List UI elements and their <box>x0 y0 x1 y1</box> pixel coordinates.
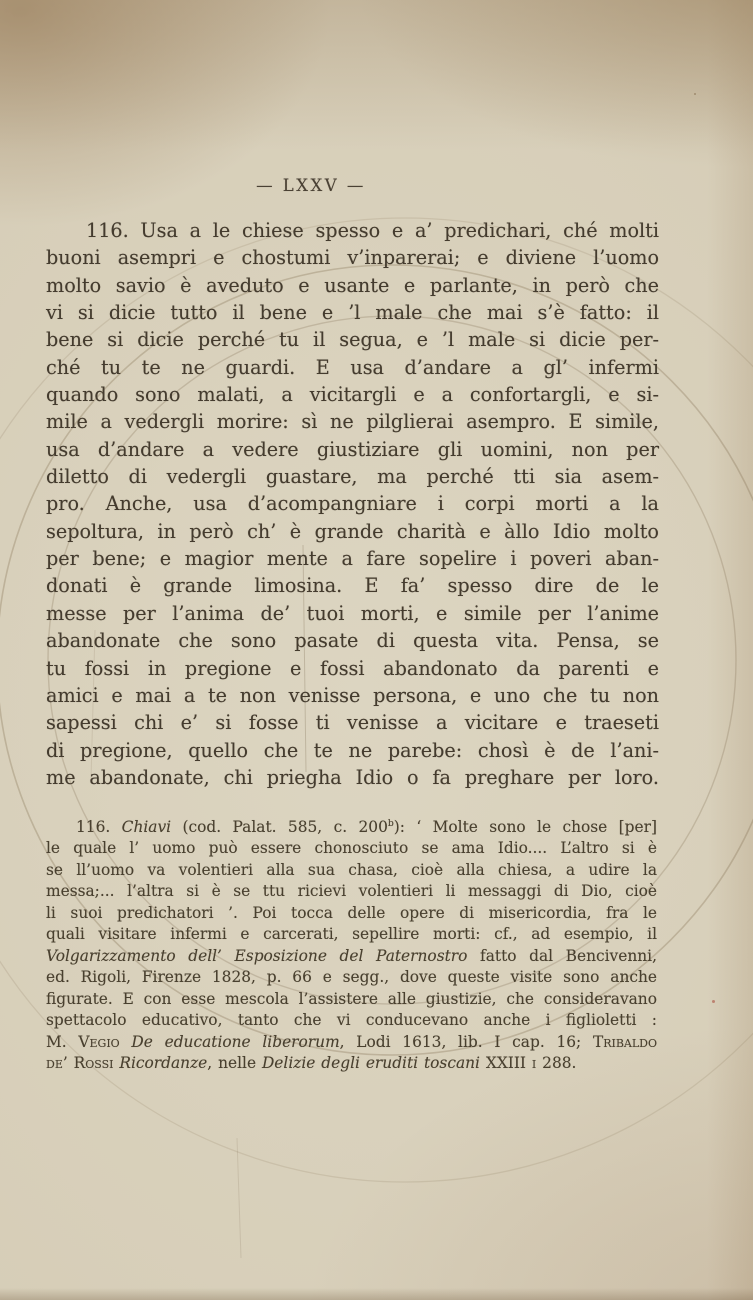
text-line: le quale l’ uomo può essere chonosciuto se ama Idio.... L’altro si è <box>46 839 657 858</box>
text-line: per bene; e magior mente a fare sopelire i poveri aban- <box>46 547 659 571</box>
text-line: mile a vedergli morire: sì ne pilglierai asempro. E simile, <box>46 410 659 434</box>
text-line: quali visitare infermi e carcerati, sepellire morti: cf., ad esempio, il <box>46 925 657 944</box>
text-line: sepoltura, in però ch’ è grande charità e àllo Idio molto <box>46 519 659 543</box>
text-line: sapessi chi e’ si fosse ti venisse a vicitare e traeseti <box>46 711 659 735</box>
text-line: Volgarizzamento dell’ Esposizione del Paternostro fatto dal Bencivenni, <box>46 946 657 965</box>
text-line: de’ Rossi Ricordanze, nelle Delizie degli eruditi toscani XXIII i 288. <box>46 1053 577 1072</box>
text-line: ed. Rigoli, Firenze 1828, p. 66 e segg., dove queste visite sono anche <box>46 968 657 987</box>
text-line: tu fossi in pregione e fossi abandonato da parenti e <box>46 656 659 680</box>
text-line: pro. Anche, usa d’acompangniare i corpi morti a la <box>46 492 659 516</box>
text-line: li suoi predichatori ’. Poi tocca delle opere di misericordia, fra le <box>46 903 657 922</box>
page-number: — LXXV — <box>256 176 366 195</box>
text-line: diletto di vedergli guastare, ma perché tti sia asem- <box>46 465 659 489</box>
text-line: vi si dicie tutto il bene e ’l male che mai s’è fatto: il <box>46 301 659 325</box>
text-line: se ll’uomo va volentieri alla sua chasa, cioè alla chiesa, a udire la <box>46 860 657 879</box>
text-line: messa;... l’altra si è se ttu ricievi volentieri li messaggi di Dio, cioè <box>46 882 657 901</box>
paper-scratch <box>237 1138 241 1258</box>
paper-speck <box>712 1000 715 1003</box>
footnote-block <box>46 817 657 1074</box>
paper-speck <box>694 93 696 95</box>
text-line: M. Vegio De educatione liberorum, Lodi 1613, lib. I cap. 16; Tribaldo <box>46 1032 657 1051</box>
text-line: donati è grande limosina. E fa’ spesso dire de le <box>46 574 659 598</box>
text-line: 116. Usa a le chiese spesso e a’ predichari, ché molti <box>86 219 659 242</box>
text-line: amici e mai a te non venisse persona, e uno che tu non <box>46 683 659 707</box>
main-paragraph <box>46 217 659 791</box>
text-line: quando sono malati, a vicitargli e a confortargli, e si- <box>46 383 659 407</box>
text-line: ché tu te ne guardi. E usa d’andare a gl’ infermi <box>46 355 659 379</box>
text-line: di pregione, quello che te ne parebe: chosì è de l’ani- <box>46 738 659 762</box>
text-line: figurate. E con esse mescola l’assistere alle giustizie, che consideravano <box>46 989 657 1008</box>
text-line: buoni asempri e chostumi v’inparerai; e diviene l’uomo <box>46 246 659 270</box>
text-line: spettacolo educativo, tanto che vi conducevano anche i figlioletti : <box>46 1011 657 1030</box>
text-line: bene si dicie perché tu il segua, e ’l male si dicie per- <box>46 328 659 352</box>
text-line: me abandonate, chi priegha Idio o fa preghare per loro. <box>46 765 659 789</box>
text-line: messe per l’anima de’ tuoi morti, e simile per l’anime <box>46 601 659 625</box>
text-line: 116. Chiavi (cod. Palat. 585, c. 200$^b$): ‘ Molte sono le chose [per] <box>76 817 657 836</box>
text-line: abandonate che sono pasate di questa vita. Pensa, se <box>46 629 659 653</box>
text-line: usa d’andare a vedere giustiziare gli uomini, non per <box>46 437 659 461</box>
text-line: molto savio è aveduto e usante e parlante, in però che <box>46 273 659 297</box>
